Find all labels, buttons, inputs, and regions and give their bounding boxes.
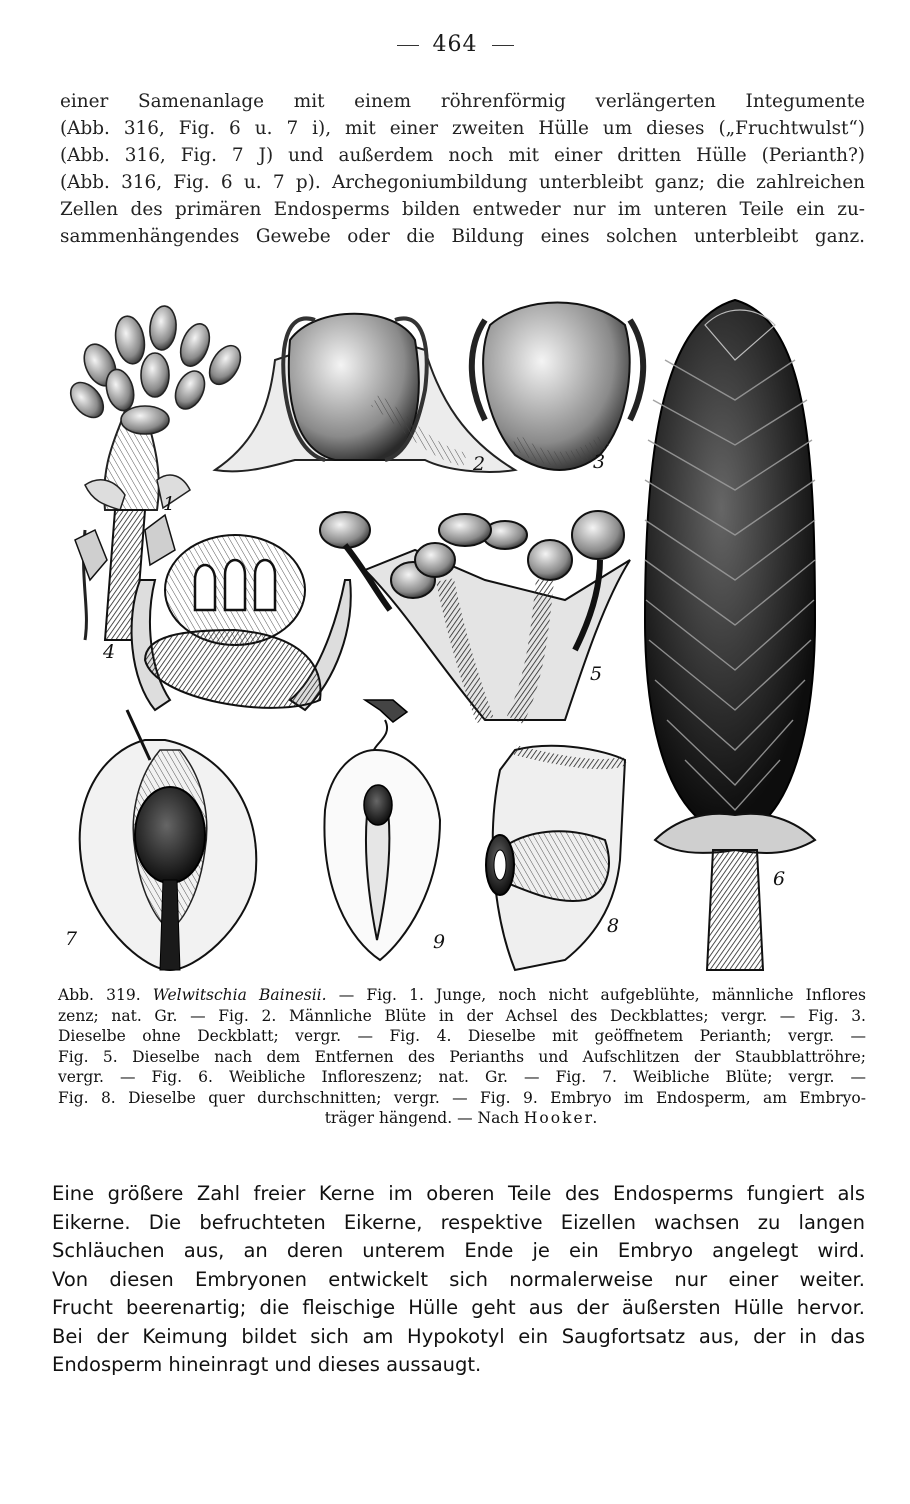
fig7-female-flower	[80, 710, 257, 970]
top-paragraph-line: einer Samenanlage mit einem röhrenförmig verlängerten Integumente	[60, 91, 865, 112]
top-paragraph	[60, 88, 865, 250]
caption-line: zenz; nat. Gr. — Fig. 2. Männliche Blüte in der Achsel des Deckblattes; vergr. — Fig. 3.	[58, 1006, 866, 1025]
fig9-embryo-in-endosperm	[324, 700, 440, 960]
bottom-paragraph-line: Bei der Keimung bildet sich am Hypokotyl ein Saugfortsatz aus, der in das	[52, 1324, 865, 1348]
page-number-dash-right	[492, 45, 514, 46]
caption-line: Dieselbe ohne Deckblatt; vergr. — Fig. 4. Dieselbe mit geöffnetem Perianth; vergr. —	[58, 1027, 866, 1045]
caption-line	[58, 985, 866, 1006]
top-paragraph-line: Zellen des primären Endosperms bilden entweder nur im unteren Teile ein zu-	[60, 199, 865, 220]
top-paragraph-line: (Abb. 316, Fig. 6 u. 7 p). Archegoniumbildung unterbleibt ganz; die zahlreichen	[60, 172, 865, 193]
plate-illustration	[45, 280, 875, 980]
fig3-male-flower-no-bract	[472, 303, 643, 471]
bottom-paragraph-line: Frucht beerenartig; die fleischige Hülle geht aus der äußersten Hülle hervor.	[52, 1296, 865, 1319]
bottom-paragraph-line: Eine größere Zahl freier Kerne im oberen Teile des Endosperms fungiert als	[52, 1182, 865, 1205]
top-paragraph-line: (Abb. 316, Fig. 7 J) und außerdem noch mit einer dritten Hülle (Perianth?)	[60, 145, 865, 166]
fig2-male-flower-with-bract	[215, 314, 515, 472]
caption-author: Hooker.	[523, 1109, 600, 1127]
bottom-paragraph	[52, 1180, 865, 1380]
top-paragraph-line: sammenhängendes Gewebe oder die Bildung eines solchen unterbleibt ganz.	[60, 226, 865, 247]
fig7-label: 7	[65, 928, 78, 950]
bottom-paragraph-line: Schläuchen aus, an deren unterem Ende je ein Embryo angelegt wird.	[52, 1239, 865, 1262]
caption-line: Fig. 8. Dieselbe quer durchschnitten; vergr. — Fig. 9. Embryo im Endosperm, am Embryo-	[58, 1088, 866, 1107]
fig4-label: 4	[103, 641, 116, 663]
fig1-label: 1	[163, 493, 176, 515]
bottom-paragraph-line: Von diesen Embryonen entwickelt sich normalerweise nur einer weiter.	[52, 1267, 865, 1291]
fig6-label: 6	[773, 868, 786, 890]
caption-line: vergr. — Fig. 6. Weibliche Infloreszenz; nat. Gr. — Fig. 7. Weibliche Blüte; vergr. —	[58, 1068, 866, 1086]
fig6-female-cone	[645, 300, 815, 970]
caption-line1-rest: — Fig. 1. Junge, noch nicht aufgeblühte, männliche Inflores	[326, 986, 866, 1004]
page-number-dash-left	[397, 45, 419, 46]
fig8-label: 8	[607, 915, 620, 937]
caption-species: Welwitschia Bainesii.	[152, 986, 327, 1004]
top-paragraph-line: (Abb. 316, Fig. 6 u. 7 i), mit einer zweiten Hülle um dieses („Fruchtwulst“)	[60, 118, 865, 139]
caption-last-line: träger hängend. — Nach	[324, 1109, 524, 1127]
bottom-paragraph-line: Endosperm hineinragt und dieses aussaugt.	[52, 1353, 482, 1376]
welwitschia-plate	[45, 280, 875, 980]
fig3-label: 3	[593, 451, 606, 473]
caption-line	[58, 1108, 866, 1129]
page-number-text: 464	[432, 32, 478, 57]
fig5-label: 5	[590, 663, 603, 685]
fig2-label: 2	[473, 453, 486, 475]
caption-line: Fig. 5. Dieselbe nach dem Entfernen des Perianths und Aufschlitzen der Staubblattröhre;	[58, 1047, 866, 1066]
caption-figure-number: Abb. 319.	[58, 986, 141, 1004]
bottom-paragraph-line: Eikerne. Die befruchteten Eikerne, respektive Eizellen wachsen zu langen	[52, 1210, 865, 1234]
fig5-flower-slit-stamen-tube	[320, 511, 630, 720]
page-number	[0, 32, 910, 57]
fig4-flower-open-perianth	[132, 535, 351, 710]
fig9-label: 9	[433, 931, 446, 953]
figure-caption	[58, 985, 866, 1129]
fig8-cross-section	[486, 746, 625, 970]
